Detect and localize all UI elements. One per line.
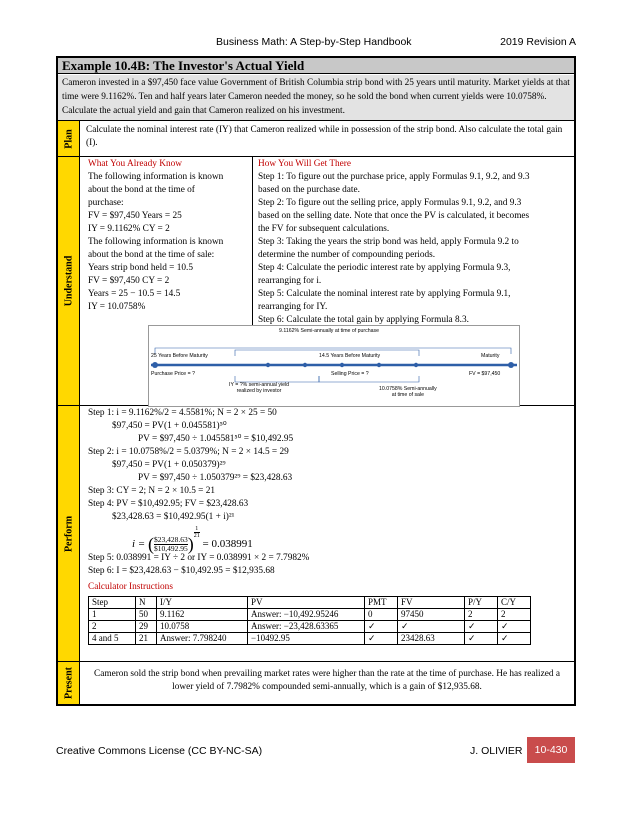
table-cell: ✓ — [498, 633, 531, 645]
table-cell: 10.0758 — [157, 621, 248, 633]
plan-tab: Plan — [58, 121, 80, 157]
text-line: IY = 10.0758% — [88, 302, 146, 312]
table-cell: Answer: −10,492.95246 — [248, 609, 365, 621]
text-line: purchase: — [88, 198, 124, 208]
plan-section — [80, 121, 574, 157]
calculator-table — [88, 596, 531, 645]
table-cell: ✓ — [498, 621, 531, 633]
present-section — [80, 662, 574, 704]
page-number-badge: 10-430 — [527, 737, 575, 763]
text-line: based on the selling date. Note that once the PV is calculated, it becomes — [258, 211, 530, 221]
text-line: Step 2: To figure out the selling price, apply Formulas 9.1, 9.2, and 9.3 — [258, 198, 522, 208]
table-cell: 9.1162 — [157, 609, 248, 621]
table-cell: 21 — [136, 633, 157, 645]
understand-section — [80, 157, 574, 406]
steps-lines — [258, 171, 570, 327]
timeline-top-note: 9.1162% Semi-annually at time of purchase — [279, 328, 379, 334]
text-line: $97,450 = PV(1 + 0.045581)⁵⁰ — [112, 421, 227, 431]
table-cell: Step — [89, 597, 136, 609]
perform-section — [80, 406, 574, 662]
present-tab: Present — [58, 662, 80, 704]
text-line: Step 3: Taking the years the strip bond was held, apply Formula 9.2 to — [258, 237, 519, 247]
timeline-dot — [340, 363, 344, 367]
text-line: FV = $97,450 CY = 2 — [88, 276, 170, 286]
calculator-heading: Calculator Instructions — [88, 582, 173, 592]
text-line: the FV for subsequent calculations. — [258, 224, 390, 234]
table-cell: P/Y — [465, 597, 498, 609]
known-lines — [88, 171, 258, 314]
revision-label: 2019 Revision A — [500, 36, 576, 48]
timeline-fv: FV = $97,450 — [469, 371, 501, 377]
text-line: Years strip bond held = 10.5 — [88, 263, 194, 273]
text-line: rearranging for i. — [258, 276, 322, 286]
table-row — [89, 621, 531, 633]
text-line: determine the number of compounding periods. — [258, 250, 436, 260]
timeline-years-mid: 14.5 Years Before Maturity — [319, 353, 381, 359]
table-cell: −10492.95 — [248, 633, 365, 645]
table-cell: 97450 — [398, 609, 465, 621]
table-cell: PMT — [365, 597, 398, 609]
text-line: Step 5: Calculate the nominal interest rate by applying Formula 9.1, — [258, 289, 511, 299]
text-line: PV = $97,450 ÷ 1.050379²⁹ = $23,428.63 — [138, 473, 293, 483]
text-line: Step 1: i = 9.1162%/2 = 4.5581%; N = 2 × 25 = 50 — [88, 408, 277, 418]
table-cell: 29 — [136, 621, 157, 633]
timeline-selling: Selling Price = ? — [331, 371, 369, 377]
timeline-sale-note: 10.0758% Semi-annually at time of sale — [379, 386, 437, 398]
table-row — [89, 609, 531, 621]
table-cell: 50 — [136, 609, 157, 621]
table-cell: Answer: −23,428.63365 — [248, 621, 365, 633]
example-title: Example 10.4B: The Investor's Actual Yield — [58, 58, 574, 74]
table-cell: 0 — [365, 609, 398, 621]
text-line: Step 2: i = 10.0758%/2 = 5.0379%; N = 2 × 14.5 = 29 — [88, 447, 289, 457]
timeline-maturity: Maturity — [481, 353, 500, 359]
timeline-dot — [303, 363, 307, 367]
example-intro: Cameron invested in a $97,450 face value Government of British Columbia strip bond with 25 years until maturity. Market yields at that time were 9.1162%. Ten and half years later Cameron needed the money, so he sold the bond when current yields were 10.0758%. Calculate the actual yield and gain that Cameron realized on his investment. — [58, 75, 574, 121]
text-line: $97,450 = PV(1 + 0.050379)²⁹ — [112, 460, 226, 470]
perform-tab: Perform — [58, 406, 80, 662]
table-cell: I/Y — [157, 597, 248, 609]
timeline-iy-note: IY = ?% semi-annual yield realized by investor — [229, 382, 290, 394]
table-cell: 2 — [498, 609, 531, 621]
text-line: The following information is known — [88, 172, 224, 182]
table-cell: 1 — [89, 609, 136, 621]
present-text: Cameron sold the strip bond when prevailing market rates were higher than the rate at the time of purchase. He has realized a lower yield of 7.7982% compounded semi-annually, which is a gain of $12,935.68. — [94, 669, 560, 692]
table-cell: ✓ — [365, 621, 398, 633]
text-line: The following information is known — [88, 237, 224, 247]
table-cell: ✓ — [365, 633, 398, 645]
book-title: Business Math: A Step-by-Step Handbook — [216, 36, 412, 48]
table-cell: 4 and 5 — [89, 633, 136, 645]
table-row — [89, 597, 531, 609]
timeline-dot — [508, 362, 514, 368]
text-line: $23,428.63 = $10,492.95(1 + i)²¹ — [112, 512, 235, 522]
known-column — [88, 158, 258, 314]
text-line: Step 4: PV = $10,492.95; FV = $23,428.63 — [88, 499, 249, 509]
text-line: about the bond at the time of sale: — [88, 250, 215, 260]
timeline-years-before: 25 Years Before Maturity — [151, 353, 208, 359]
table-cell: ✓ — [398, 621, 465, 633]
text-line: about the bond at the time of — [88, 185, 195, 195]
timeline-dot — [377, 363, 381, 367]
text-line: rearranging for IY. — [258, 302, 328, 312]
example-box — [56, 56, 576, 706]
table-cell: FV — [398, 597, 465, 609]
plan-text: Calculate the nominal interest rate (IY) that Cameron realized while in possession of the strip bond. Also calculate the total gain (I). — [86, 125, 563, 148]
steps-column — [258, 158, 570, 327]
table-cell: 2 — [465, 609, 498, 621]
timeline-dot — [266, 363, 270, 367]
author-name: J. OLIVIER — [470, 745, 523, 757]
text-line: Step 3: CY = 2; N = 2 × 10.5 = 21 — [88, 486, 216, 496]
license-text: Creative Commons License (CC BY-NC-SA) — [56, 745, 263, 757]
text-line: Step 1: To figure out the purchase price, apply Formulas 9.1, 9.2, and 9.3 — [258, 172, 530, 182]
text-line: Years = 25 − 10.5 = 14.5 — [88, 289, 181, 299]
table-cell: N — [136, 597, 157, 609]
table-cell: ✓ — [465, 633, 498, 645]
text-line: based on the purchase date. — [258, 185, 360, 195]
table-row — [89, 633, 531, 645]
equation-i: i = ( $\frac{\$23,428.63}{\$10,492.95}$) $^{\frac{1}{21}}$ = 0.038991 — [132, 526, 253, 554]
table-cell: Answer: 7.798240 — [157, 633, 248, 645]
table-cell: 2 — [89, 621, 136, 633]
perform-step6: Step 6: I = $23,428.63 − $10,492.95 = $12,935.68 — [88, 566, 275, 576]
timeline-dot — [414, 363, 418, 367]
known-heading: What You Already Know — [88, 159, 182, 169]
perform-step5: Step 5: 0.038991 = IY ÷ 2 or IY = 0.038991 × 2 = 7.7982% — [88, 553, 310, 563]
text-line: Step 6: Calculate the total gain by applying Formula 8.3. — [258, 315, 469, 325]
text-line: PV = $97,450 ÷ 1.045581⁵⁰ = $10,492.95 — [138, 434, 294, 444]
timeline-dot — [152, 362, 158, 368]
timeline-graphic — [149, 326, 519, 406]
text-line: FV = $97,450 Years = 25 — [88, 211, 182, 221]
understand-tab: Understand — [58, 157, 80, 406]
table-cell: 23428.63 — [398, 633, 465, 645]
table-cell: PV — [248, 597, 365, 609]
text-line: Step 4: Calculate the periodic interest rate by applying Formula 9.3, — [258, 263, 511, 273]
timeline-purchase: Purchase Price = ? — [151, 371, 195, 377]
timeline-diagram — [148, 325, 520, 407]
text-line: IY = 9.1162% CY = 2 — [88, 224, 170, 234]
table-cell: ✓ — [465, 621, 498, 633]
steps-heading: How You Will Get There — [258, 159, 352, 169]
table-cell: C/Y — [498, 597, 531, 609]
perform-steps — [88, 407, 293, 524]
